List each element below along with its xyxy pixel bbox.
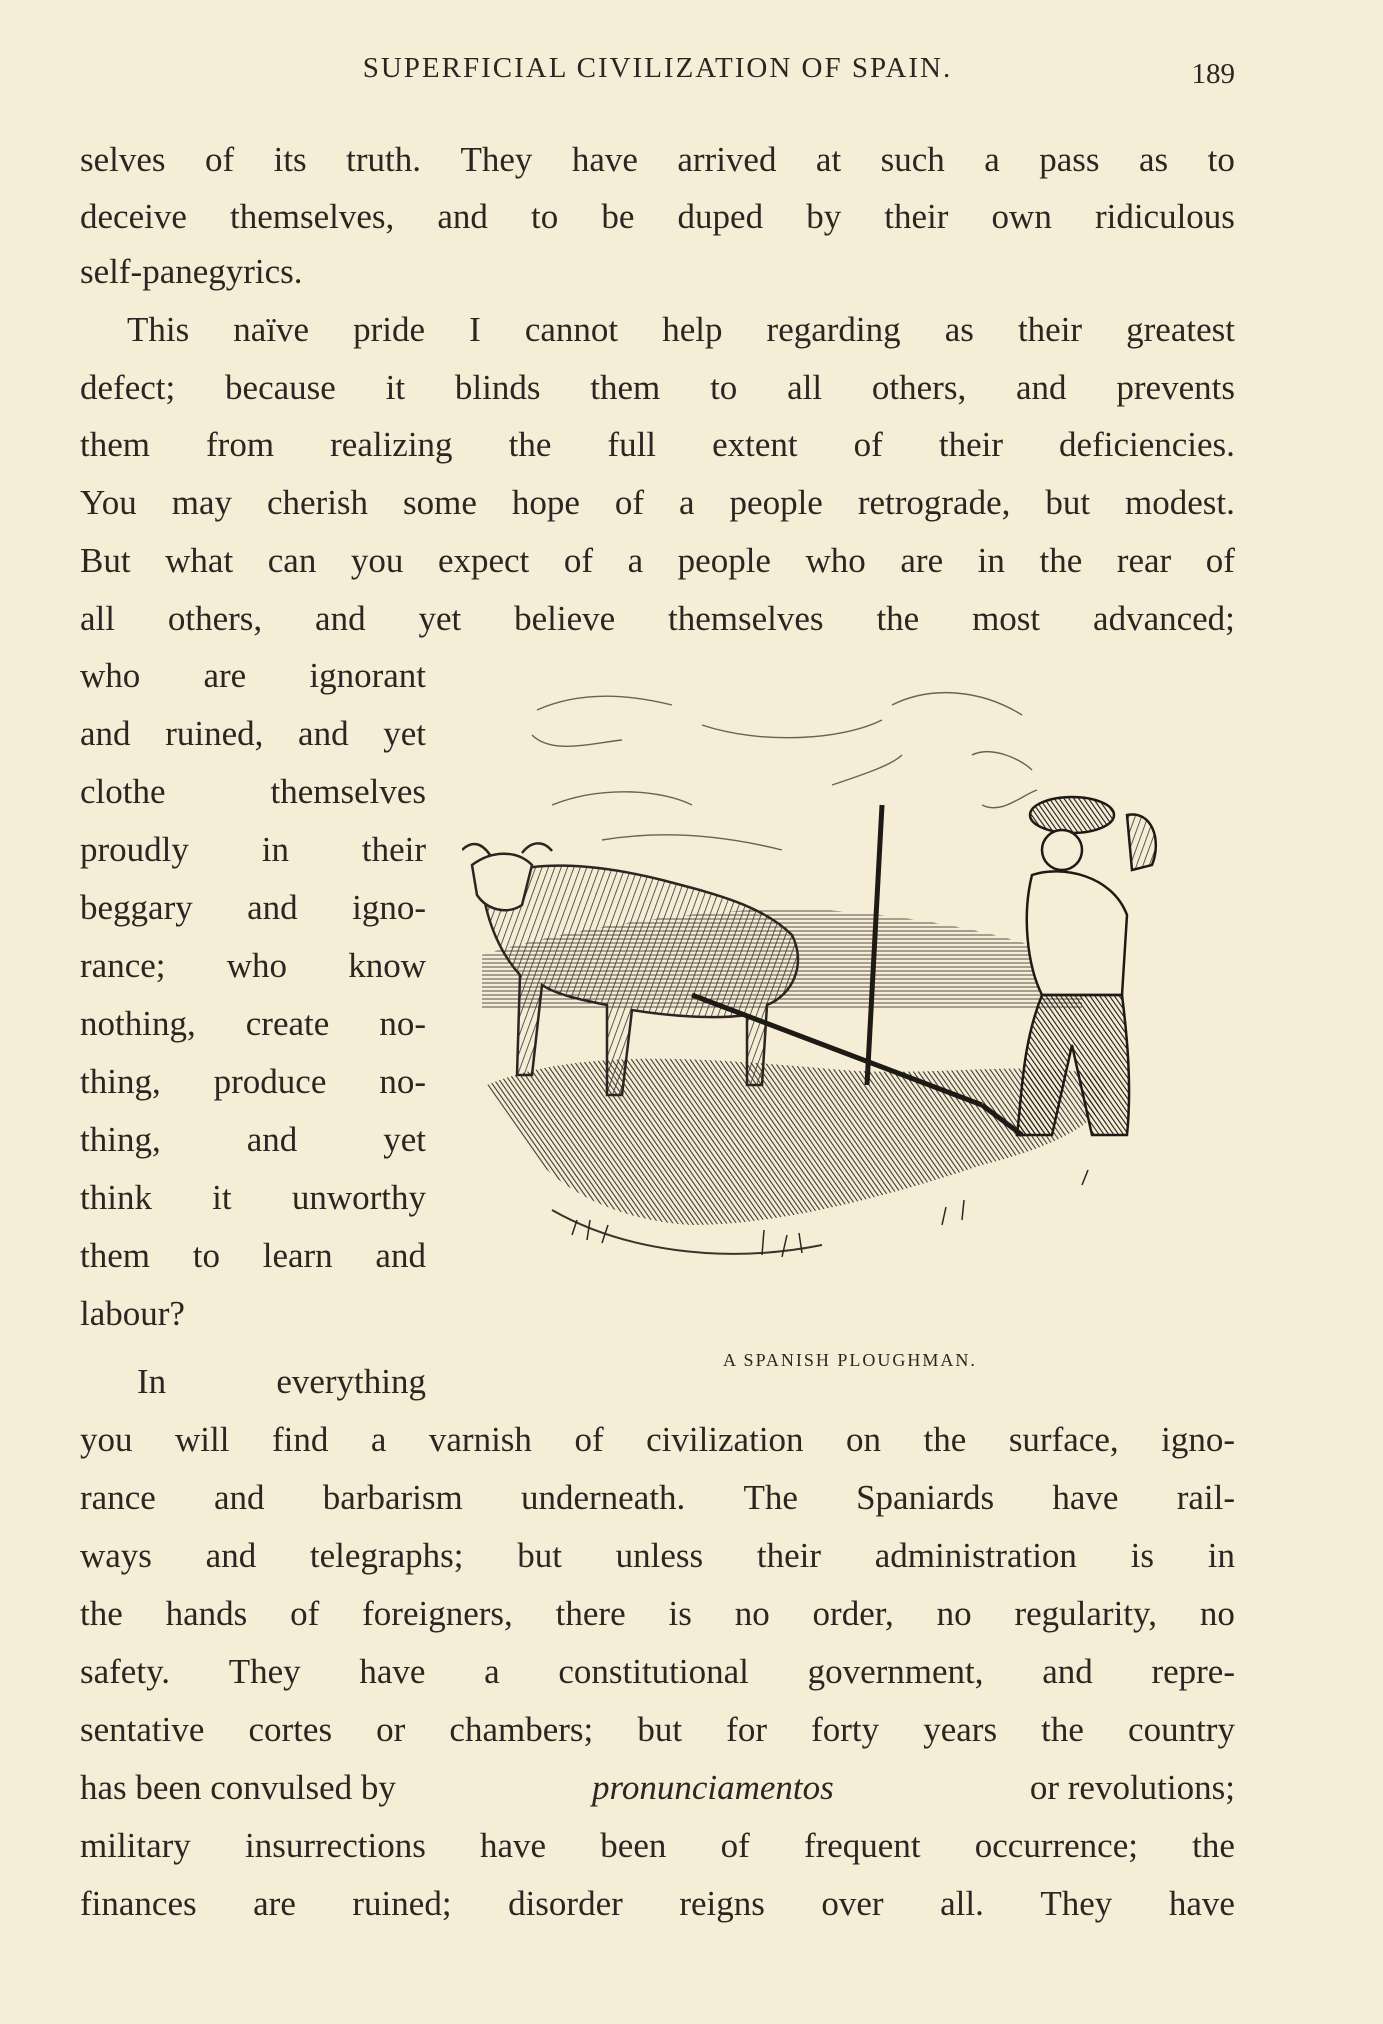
word: people — [729, 483, 823, 522]
word: modest. — [1125, 483, 1235, 522]
body-line — [80, 368, 1235, 408]
word: believe — [514, 599, 616, 638]
word: reigns — [679, 1884, 765, 1923]
word: regarding — [766, 310, 901, 349]
word: ruined, — [165, 714, 264, 753]
word: to — [531, 197, 559, 236]
word: yet — [418, 599, 462, 638]
word: and — [80, 714, 131, 753]
word: the — [1192, 1826, 1235, 1865]
ploughman — [1017, 797, 1156, 1135]
wrap-line — [80, 1004, 426, 1044]
word: unless — [615, 1536, 704, 1575]
word: forty — [811, 1710, 880, 1749]
word: of — [563, 541, 593, 580]
word: the — [80, 1594, 123, 1633]
word: and — [214, 1478, 265, 1517]
word: arrived — [677, 140, 777, 179]
body-line — [80, 1536, 1235, 1576]
word: have — [1052, 1478, 1119, 1517]
word: ways — [80, 1536, 152, 1575]
body-line — [80, 1826, 1235, 1866]
word: their — [1017, 310, 1083, 349]
word: the — [923, 1420, 967, 1459]
word: clothe — [80, 772, 166, 811]
word: others, — [871, 368, 967, 407]
word: the — [508, 425, 552, 464]
word: of — [853, 425, 883, 464]
figure-caption: A SPANISH PLOUGHMAN. — [723, 1350, 977, 1370]
word: thing, — [80, 1062, 161, 1101]
word: to — [710, 368, 738, 407]
body-line-with-italic — [80, 1768, 1235, 1808]
word: ridiculous — [1094, 197, 1235, 236]
word: of — [614, 483, 645, 522]
word: of — [290, 1594, 320, 1633]
body-line — [80, 1710, 1235, 1750]
body-line — [80, 140, 1235, 180]
word: varnish — [428, 1420, 532, 1459]
word: of — [720, 1826, 750, 1865]
word: cannot — [524, 310, 619, 349]
word: extent — [712, 425, 798, 464]
word: no- — [379, 1004, 426, 1043]
word: as — [944, 310, 974, 349]
page-number: 189 — [1191, 58, 1235, 90]
word: beggary — [80, 888, 193, 927]
word: is — [668, 1594, 692, 1633]
word: and — [247, 888, 298, 927]
word: In — [137, 1362, 167, 1401]
word: yet — [383, 1120, 426, 1159]
word: barbarism — [322, 1478, 463, 1517]
word: the — [876, 599, 920, 638]
body-line — [80, 1884, 1235, 1924]
word: themselves — [668, 599, 824, 638]
word: They — [228, 1652, 301, 1691]
body-line — [80, 197, 1235, 237]
word: the — [1041, 1710, 1084, 1749]
word: They — [1040, 1884, 1113, 1923]
word: repre- — [1151, 1652, 1235, 1691]
word: government, — [807, 1652, 984, 1691]
paragraph-start-line — [80, 310, 1235, 350]
word: rance; — [80, 946, 166, 985]
word: ruined; — [352, 1884, 452, 1923]
word: at — [815, 140, 842, 179]
cloud-sketches — [532, 693, 1037, 850]
word: but — [517, 1536, 562, 1575]
word: find — [271, 1420, 329, 1459]
wrap-line — [80, 656, 426, 696]
word: They — [460, 140, 533, 179]
word: deceive — [80, 197, 187, 236]
word: But — [80, 541, 131, 580]
word: advanced; — [1093, 599, 1235, 638]
word: themselves, — [229, 197, 395, 236]
word: their — [938, 425, 1003, 464]
word: hope — [511, 483, 580, 522]
word: will — [175, 1420, 230, 1459]
wrap-line — [80, 1236, 426, 1276]
word: greatest — [1126, 310, 1235, 349]
word: over — [821, 1884, 884, 1923]
word: to — [192, 1236, 220, 1275]
word: on — [846, 1420, 882, 1459]
wrap-line — [80, 714, 426, 754]
running-head — [80, 52, 1235, 96]
word: pride — [353, 310, 426, 349]
word: chambers; — [449, 1710, 594, 1749]
wrap-line — [80, 946, 426, 986]
word: unworthy — [291, 1178, 426, 1217]
word: naïve — [233, 310, 310, 349]
word: are — [900, 541, 944, 580]
word: others, — [167, 599, 263, 638]
word: them — [590, 368, 661, 407]
word: a — [370, 1420, 387, 1459]
word: and — [315, 599, 366, 638]
word: who — [226, 946, 287, 985]
word: in — [977, 541, 1005, 580]
chapter-running-title: SUPERFICIAL CIVILIZATION OF SPAIN. — [362, 52, 953, 84]
word: no- — [379, 1062, 426, 1101]
word: as — [1138, 140, 1169, 179]
ploughed-ground — [487, 1059, 1106, 1225]
word: regularity, — [1014, 1594, 1157, 1633]
word: defect; — [80, 368, 176, 407]
word: but — [1045, 483, 1091, 522]
word: occurrence; — [974, 1826, 1138, 1865]
word: underneath. — [520, 1478, 686, 1517]
word: of — [574, 1420, 604, 1459]
word: it — [212, 1178, 232, 1217]
word: been — [600, 1826, 667, 1865]
word: or — [376, 1710, 406, 1749]
word: cherish — [266, 483, 369, 522]
word: their — [361, 830, 426, 869]
word: their — [884, 197, 949, 236]
word: some — [403, 483, 477, 522]
word: by — [806, 197, 842, 236]
word: it — [385, 368, 406, 407]
wrap-line: labour? — [80, 1294, 185, 1333]
word: hands — [165, 1594, 248, 1633]
word: I — [469, 310, 481, 349]
word: are — [203, 656, 247, 695]
word: you — [350, 541, 404, 580]
wrap-line — [80, 888, 426, 928]
word: frequent — [803, 1826, 921, 1865]
word: foreigners, — [362, 1594, 513, 1633]
word: proudly — [80, 830, 189, 869]
word: but — [637, 1710, 683, 1749]
wrap-line — [80, 1178, 426, 1218]
word: learn — [262, 1236, 333, 1275]
word: blinds — [454, 368, 541, 407]
word: and — [298, 714, 349, 753]
word: surface, — [1008, 1420, 1119, 1459]
word: constitutional — [558, 1652, 749, 1691]
word: disorder — [508, 1884, 623, 1923]
word: cortes — [248, 1710, 333, 1749]
word: a — [679, 483, 695, 522]
word: and — [246, 1120, 298, 1159]
wrap-line — [80, 1120, 426, 1160]
word: no — [734, 1594, 770, 1633]
word: safety. — [80, 1652, 171, 1691]
word: who — [80, 656, 141, 695]
word: telegraphs; — [309, 1536, 464, 1575]
word: rear — [1116, 541, 1172, 580]
word: can — [267, 541, 317, 580]
line-text-after: or revolutions; — [1029, 1768, 1235, 1807]
word: prevents — [1116, 368, 1235, 407]
word: themselves — [270, 772, 426, 811]
word: rail- — [1176, 1478, 1235, 1517]
word: a — [484, 1652, 500, 1691]
word: realizing — [330, 425, 453, 464]
word: Spaniards — [856, 1478, 995, 1517]
word: most — [972, 599, 1041, 638]
word: them — [80, 1236, 150, 1275]
word: and — [437, 197, 488, 236]
word: nothing, — [80, 1004, 196, 1043]
word: are — [253, 1884, 296, 1923]
word: administration — [874, 1536, 1077, 1575]
wrap-line — [80, 1062, 426, 1102]
word: yet — [383, 714, 426, 753]
word: who — [805, 541, 866, 580]
word: igno- — [1161, 1420, 1235, 1459]
word: its — [273, 140, 307, 179]
word: expect — [437, 541, 530, 580]
word: them — [80, 425, 150, 464]
word: truth. — [346, 140, 421, 179]
word: finances — [80, 1884, 197, 1923]
word: know — [348, 946, 426, 985]
word: for — [726, 1710, 767, 1749]
word: country — [1128, 1710, 1235, 1749]
word: rance — [80, 1478, 156, 1517]
word: military — [80, 1826, 191, 1865]
word: The — [743, 1478, 798, 1517]
word: deficiencies. — [1059, 425, 1235, 464]
word: all — [787, 368, 823, 407]
word: have — [359, 1652, 426, 1691]
word: from — [206, 425, 275, 464]
word: you — [80, 1420, 133, 1459]
word: insurrections — [245, 1826, 426, 1865]
word: ignorant — [309, 656, 426, 695]
body-line — [80, 1652, 1235, 1692]
body-line — [80, 425, 1235, 465]
wrap-line — [80, 772, 426, 812]
word: and — [1042, 1652, 1093, 1691]
word: full — [607, 425, 657, 464]
body-line — [80, 1478, 1235, 1518]
word: have — [571, 140, 638, 179]
word: civilization — [646, 1420, 804, 1459]
body-line — [80, 1420, 1235, 1460]
word: and — [205, 1536, 257, 1575]
body-line — [80, 541, 1235, 581]
word: have — [1168, 1884, 1235, 1923]
word: to — [1207, 140, 1235, 179]
word: and — [1016, 368, 1067, 407]
word: years — [923, 1710, 998, 1749]
word: what — [165, 541, 234, 580]
word: may — [171, 483, 233, 522]
word: their — [756, 1536, 822, 1575]
word: such — [880, 140, 945, 179]
word: the — [1039, 541, 1083, 580]
word: in — [261, 830, 289, 869]
word: of — [1205, 541, 1235, 580]
paragraph-start-line — [80, 1362, 426, 1402]
body-line — [80, 483, 1235, 523]
word: and — [375, 1236, 426, 1275]
word: all. — [940, 1884, 984, 1923]
word: there — [555, 1594, 626, 1633]
word: people — [677, 541, 771, 580]
word: no — [1199, 1594, 1235, 1633]
italic-term: pronunciamentos — [592, 1768, 834, 1807]
wrap-line — [80, 830, 426, 870]
word: of — [205, 140, 235, 179]
word: a — [984, 140, 1000, 179]
word: selves — [80, 140, 166, 179]
body-line — [80, 599, 1235, 639]
word: help — [662, 310, 723, 349]
body-line — [80, 1594, 1235, 1634]
word: in — [1207, 1536, 1235, 1575]
word: create — [245, 1004, 330, 1043]
word: have — [480, 1826, 547, 1865]
word: igno- — [352, 888, 426, 927]
word: is — [1130, 1536, 1155, 1575]
word: order, — [812, 1594, 894, 1633]
word: retrograde, — [857, 483, 1011, 522]
body-line: self-panegyrics. — [80, 252, 303, 291]
word: all — [80, 599, 115, 638]
word: pass — [1039, 140, 1100, 179]
word: no — [936, 1594, 972, 1633]
word: be — [601, 197, 635, 236]
word: produce — [213, 1062, 327, 1101]
word: think — [80, 1178, 152, 1217]
ploughman-illustration — [462, 665, 1227, 1340]
word: This — [127, 310, 190, 349]
word: sentative — [80, 1710, 205, 1749]
word: own — [991, 197, 1052, 236]
word: everything — [276, 1362, 426, 1401]
word: duped — [677, 197, 764, 236]
word: because — [225, 368, 336, 407]
word: a — [627, 541, 644, 580]
line-text-before: has been convulsed by — [80, 1768, 396, 1807]
word: thing, — [80, 1120, 161, 1159]
word: You — [80, 483, 137, 522]
